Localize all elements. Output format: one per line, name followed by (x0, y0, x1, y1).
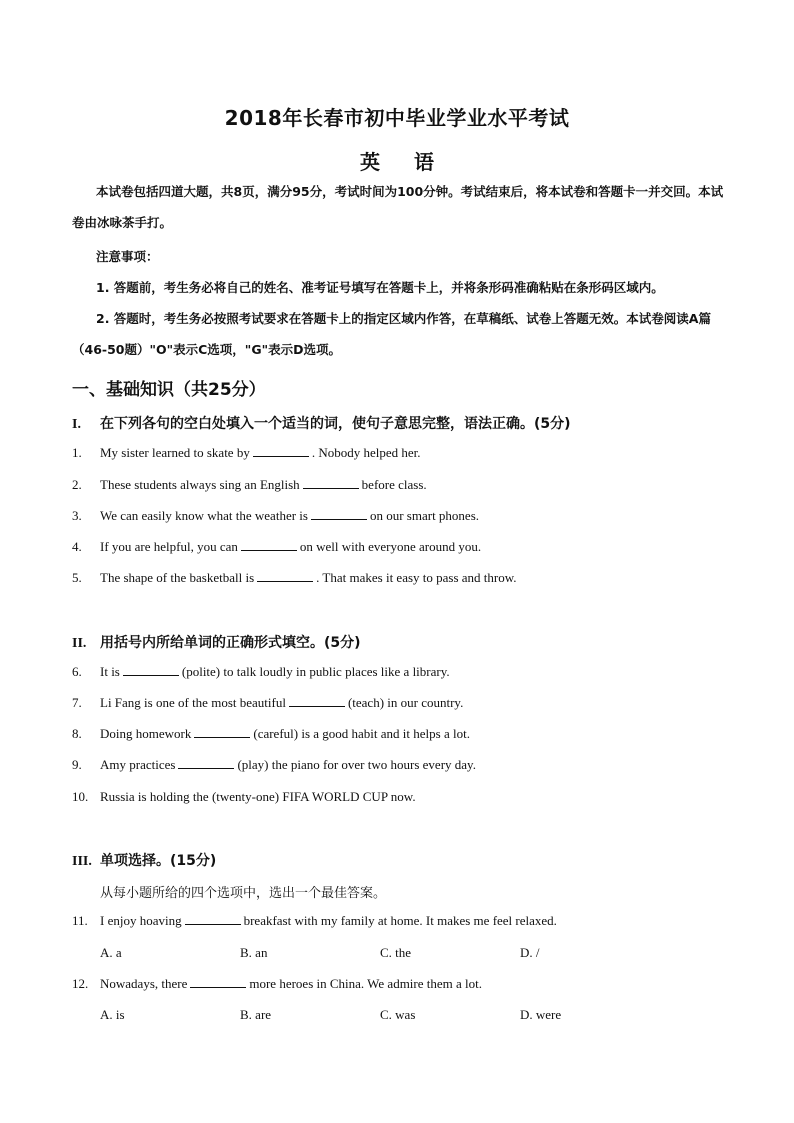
answer-blank (123, 665, 179, 676)
answer-blank (253, 446, 309, 457)
question-text-before: Li Fang is one of the most beautiful (100, 695, 286, 710)
part-3-heading (72, 850, 216, 870)
part-2-roman: II. (72, 636, 87, 651)
question-text-before: Amy practices (100, 757, 176, 772)
question-text-before: If you are helpful, you can (100, 539, 238, 554)
question-number: 11. (72, 913, 88, 928)
part-2-title: 用括号内所给单词的正确形式填空。(5分) (100, 635, 361, 651)
option-c: C. the (380, 945, 412, 960)
question-text-after: . That makes it easy to pass and throw. (316, 570, 517, 585)
question-text-before: These students always sing an English (100, 477, 300, 492)
answer-blank (194, 727, 250, 738)
question-text-before: Nowadays, there (100, 976, 188, 991)
question-2 (72, 477, 752, 493)
notice-item-1: 1. 答题前，考生务必将自己的姓名、准考证号填写在答题卡上，并将条形码准确粘贴在条形码区域内。 (96, 280, 664, 295)
option-c: C. was (380, 1007, 416, 1022)
notice-item-2: 2. 答题时，考生务必按照考试要求在答题卡上的指定区域内作答，在草稿纸、试卷上答题无效。本试卷阅读A篇（46-50题）"O"表示C选项，"G"表示D选项。 (72, 311, 711, 357)
question-number: 3. (72, 508, 82, 523)
option-b: B. are (240, 1007, 272, 1022)
question-3 (72, 508, 752, 524)
exam-intro (72, 176, 732, 238)
question-text-after: before class. (361, 477, 427, 492)
subject-char-1: 英 (360, 150, 380, 174)
question-7 (72, 695, 752, 711)
subject-char-2: 语 (414, 150, 434, 174)
question-5 (72, 570, 752, 586)
question-8 (72, 726, 752, 742)
option-b: B. an (240, 945, 268, 960)
section-heading-basic-knowledge: 一、基础知识（共25分） (72, 380, 266, 400)
answer-blank (185, 914, 241, 925)
answer-blank (311, 509, 367, 520)
option-d: D. were (520, 1007, 562, 1022)
question-text-after: (teach) in our country. (347, 695, 464, 710)
question-text-before: We can easily know what the weather is (100, 508, 308, 523)
answer-blank (178, 758, 234, 769)
question-number: 7. (72, 695, 82, 710)
question-number: 6. (72, 664, 82, 679)
question-text-before: I enjoy hoaving (100, 913, 182, 928)
part-1-heading (72, 413, 571, 433)
question-number: 9. (72, 757, 82, 772)
part-3-instruction: 从每小题所给的四个选项中，选出一个最佳答案。 (100, 886, 387, 901)
part-3-title: 单项选择。(15分) (100, 853, 217, 869)
question-text-after: on our smart phones. (369, 508, 480, 523)
subject-title (0, 146, 794, 175)
question-12 (72, 976, 752, 992)
notice-label: 注意事项： (96, 249, 159, 264)
question-11 (72, 913, 752, 929)
question-text-after: breakfast with my family at home. It makes me feel relaxed. (243, 913, 557, 928)
part-1-title: 在下列各句的空白处填入一个适当的词，使句子意思完整，语法正确。(5分) (100, 416, 571, 432)
question-number: 10. (72, 789, 89, 804)
question-text-after: . Nobody helped her. (311, 445, 421, 460)
option-a: A. is (100, 1007, 125, 1022)
question-10 (72, 789, 752, 805)
answer-blank (241, 540, 297, 551)
question-text-before: Doing homework (100, 726, 192, 741)
question-4 (72, 539, 752, 555)
question-1 (72, 445, 752, 461)
question-text-after: (polite) to talk loudly in public places like a library. (181, 664, 450, 679)
exam-title: 2018年长春市初中毕业学业水平考试 (224, 106, 570, 130)
question-6 (72, 664, 752, 680)
option-d: D. / (520, 945, 540, 960)
question-text-before: It is (100, 664, 120, 679)
question-text: Russia is holding the (twenty-one) FIFA WORLD CUP now. (100, 789, 416, 804)
question-number: 12. (72, 976, 89, 991)
intro-paragraph: 本试卷包括四道大题，共8页，满分95分，考试时间为100分钟。考试结束后，将本试卷和答题卡一并交回。本试卷由冰咏茶手打。 (72, 184, 724, 230)
part-1-roman: I. (72, 417, 81, 432)
question-number: 4. (72, 539, 82, 554)
question-text-after: on well with everyone around you. (299, 539, 482, 554)
part-2-heading (72, 632, 361, 652)
question-text-after: (play) the piano for over two hours every day. (237, 757, 476, 772)
answer-blank (303, 478, 359, 489)
question-number: 2. (72, 477, 82, 492)
option-a: A. a (100, 945, 122, 960)
question-number: 5. (72, 570, 82, 585)
question-text-after: (careful) is a good habit and it helps a lot. (253, 726, 470, 741)
question-number: 8. (72, 726, 82, 741)
notice-block (72, 241, 732, 365)
part-3-roman: III. (72, 854, 92, 869)
answer-blank (190, 977, 246, 988)
answer-blank (289, 696, 345, 707)
question-9 (72, 757, 752, 773)
question-text-after: more heroes in China. We admire them a lot. (249, 976, 483, 991)
answer-blank (257, 571, 313, 582)
question-text-before: The shape of the basketball is (100, 570, 255, 585)
question-number: 1. (72, 445, 82, 460)
question-text-before: My sister learned to skate by (100, 445, 250, 460)
